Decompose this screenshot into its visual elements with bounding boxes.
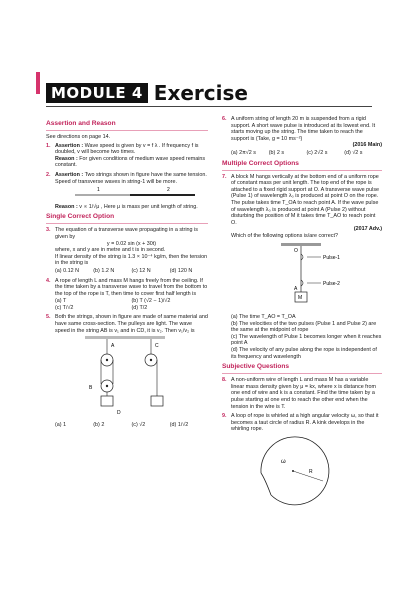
question-text: The equation of a transverse wave propagating in a string is given by xyxy=(55,227,198,240)
reason-label: Reason : xyxy=(55,155,78,162)
option-c[interactable]: (c) T/√2 xyxy=(55,304,74,311)
pulley-axle xyxy=(150,359,152,361)
option-a[interactable]: (a) The time T_AO = T_OA xyxy=(231,314,296,321)
option-c[interactable]: (c) The wavelength of Pulse 1 becomes longer when it reaches point A xyxy=(231,333,382,347)
option-a[interactable]: (a) 2π√2 s xyxy=(231,149,256,156)
pulley-axle xyxy=(106,359,108,361)
ceiling xyxy=(85,336,165,339)
question-text-3: If linear density of the string is 1.3 × 10⁻⁴ kg/m, then the tension in the string is xyxy=(55,253,208,267)
question-4 xyxy=(46,278,208,312)
section-rule xyxy=(222,170,382,171)
question-text: A non-uniform wire of length L and mass M has a variable linear mass density given by μ = kx, where x is distance from one end of wire and k is a constant. Find the time taken by a pulse starting at one end to reach the other end when the tension in the wire is T. xyxy=(231,377,376,410)
question-6 xyxy=(222,116,382,157)
question-9 xyxy=(222,413,382,509)
options xyxy=(231,150,382,157)
section-assertion-reason: Assertion and Reason xyxy=(46,120,116,127)
question-number: 7. xyxy=(222,173,227,180)
label-pulse-2: Pulse-2 xyxy=(323,280,340,287)
label-m: M xyxy=(298,294,303,301)
question-number: 3. xyxy=(46,227,51,234)
string-2-label: 2 xyxy=(167,187,170,194)
label-omega: ω xyxy=(281,459,286,465)
question-8 xyxy=(222,377,382,410)
section-rule xyxy=(222,373,382,374)
page-title: Exercise xyxy=(153,81,248,105)
option-d[interactable]: (d) 1/√2 xyxy=(169,421,189,428)
section-rule xyxy=(46,130,208,131)
option-a[interactable]: (a) T xyxy=(55,298,67,305)
question-number: 9. xyxy=(222,413,227,420)
pulley-axle xyxy=(106,385,108,387)
label-r: R xyxy=(309,469,313,475)
header-rule xyxy=(46,106,372,107)
option-c[interactable]: (c) 2√2 s xyxy=(306,149,328,156)
question-text: A block M hangs vertically at the bottom end of a uniform rope of constant mass per unit length. The top end of the rope is attached to a fixed rigid support at O. A transverse wave pulse (Pulse 1) of wavelength λ₀ is produced at point O on the rope. The pulse takes time T_OA to reach point A. If the wave pulse of wavelength λ₀ is produced at point A (Pulse 2) without disturbing the position of M it takes time T_AO to reach point O. xyxy=(231,173,380,226)
option-d[interactable]: (d) T/2 xyxy=(131,304,148,311)
exam-tag: (2017 Adv.) xyxy=(353,226,382,233)
question-5 xyxy=(46,314,208,428)
hanging-block xyxy=(151,396,163,406)
question-number: 1. xyxy=(46,142,51,149)
rope-block-figure xyxy=(231,240,381,312)
section-multiple-correct: Multiple Correct Options xyxy=(222,159,299,167)
label-d: D xyxy=(117,410,121,417)
question-7 xyxy=(222,174,382,361)
question-text-2: where, x and y are in metre and t is in second. xyxy=(55,247,166,254)
accent-bar xyxy=(36,72,40,94)
options xyxy=(55,298,208,311)
label-b: B xyxy=(89,385,93,392)
module-header xyxy=(46,83,248,103)
question-number: 4. xyxy=(46,277,51,284)
section-subjective: Subjective Questions xyxy=(222,363,290,371)
options xyxy=(55,268,208,275)
wave-equation: y = 0.02 sin (x + 30t) xyxy=(106,240,157,247)
option-b[interactable]: (b) 1.2 N xyxy=(93,267,115,274)
hanging-block xyxy=(101,396,113,406)
question-3 xyxy=(46,227,208,274)
option-c[interactable]: (c) 12 N xyxy=(131,267,151,274)
right-column xyxy=(222,116,382,513)
rigid-support xyxy=(281,243,321,246)
assertion-label: Assertion : xyxy=(55,171,84,178)
question-prompt: Which of the following options is/are correct? xyxy=(231,232,338,239)
pulley-figure xyxy=(55,334,205,418)
question-text: A uniform string of length 20 m is suspended from a rigid support. A short wave pulse is introduced at its lowest end. It starts moving up the string. The time taken to reach the support is (Take, g = 10 ms⁻²) xyxy=(231,116,376,142)
question-number: 8. xyxy=(222,377,227,384)
option-b[interactable]: (b) T (√2 − 1)/√2 xyxy=(131,298,171,305)
exam-tag: (2016 Main) xyxy=(352,142,382,149)
question-number: 6. xyxy=(222,116,227,122)
section-single-correct: Single Correct Option xyxy=(46,213,115,221)
section-rule xyxy=(46,223,208,224)
string-1-label: 1 xyxy=(97,187,100,194)
label-o: O xyxy=(294,247,298,254)
question-1 xyxy=(46,143,208,169)
radius-line xyxy=(293,471,323,481)
directions-note: See directions on page 14. xyxy=(46,134,111,140)
option-b[interactable]: (b) 2 s xyxy=(268,149,285,156)
assertion-text: Wave speed is given by v = f λ . If frequency f is doubled, v will become two times. xyxy=(55,142,199,156)
label-a: A xyxy=(294,285,298,292)
options xyxy=(55,422,208,429)
question-2 xyxy=(46,172,208,210)
assertion-text: Two strings shown in figure have the same tension. Speed of transverse waves in string-1 will be more. xyxy=(55,171,207,185)
option-c[interactable]: (c) √2 xyxy=(131,421,146,428)
option-b[interactable]: (b) 2 xyxy=(93,421,105,428)
option-d[interactable]: (d) √2 s xyxy=(344,149,363,156)
question-number: 5. xyxy=(46,314,51,321)
label-a: A xyxy=(111,343,115,350)
question-number: 2. xyxy=(46,171,51,178)
module-label: MODULE 4 xyxy=(46,83,148,103)
kink xyxy=(261,473,271,495)
reason-label: Reason : xyxy=(55,203,78,210)
two-strings-figure xyxy=(55,185,205,201)
assertion-label: Assertion : xyxy=(55,142,84,149)
label-pulse-1: Pulse-1 xyxy=(323,254,340,261)
question-text: A rope of length L and mass M hangs freely from the ceiling. If the time taken by a transverse wave to travel from the bottom to the top of the rope is T, then time to cover first half length is xyxy=(55,277,208,297)
option-d[interactable]: (d) 120 N xyxy=(169,267,193,274)
question-text: Both the strings, shown in figure are made of same material and have same cross-section. The pulleys are light. The wave speed in the string AB is v₁ and in CD, it is v₂. Then v₁/v₂ is xyxy=(55,314,208,334)
reason-text: For given conditions of medium wave speed remains constant. xyxy=(55,155,206,169)
option-b[interactable]: (b) The velocities of the two pulses (Pulse 1 and Pulse 2) are the same at the midpoint of rope xyxy=(231,320,377,334)
option-a[interactable]: (a) 0.12 N xyxy=(55,267,79,274)
label-c: C xyxy=(155,343,159,350)
option-d[interactable]: (d) The velocity of any pulse along the rope is independent of its frequency and wavelength xyxy=(231,347,377,360)
reason-text: v ∝ 1/√μ , Here μ is mass per unit length of string. xyxy=(79,203,198,210)
whirling-loop-figure xyxy=(231,433,381,507)
option-a[interactable]: (a) 1 xyxy=(55,421,67,428)
question-text: A loop of rope is whirled at a high angular velocity ω, so that it becomes a taut circle of radius R. A kink develops in the whirling rope. xyxy=(231,413,379,433)
left-column xyxy=(46,118,208,431)
